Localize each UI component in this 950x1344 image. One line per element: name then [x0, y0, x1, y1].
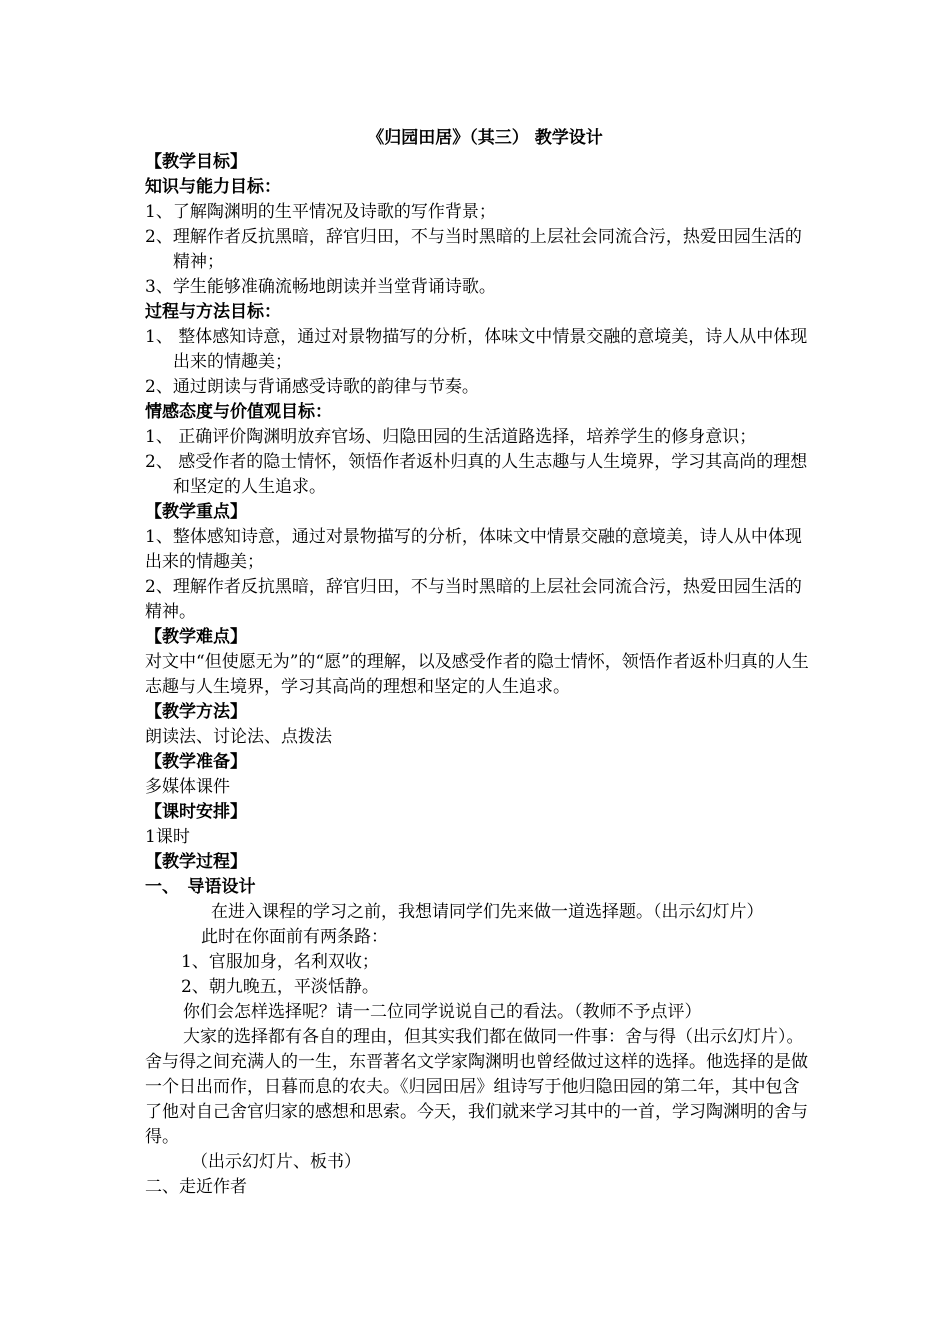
step-1-paragraph-1: 在进入课程的学习之前，我想请同学们先来做一道选择题。（出示幻灯片）: [211, 902, 764, 922]
section-heading-teaching-process: 【教学过程】: [145, 852, 247, 872]
process-item-2: 2、通过朗读与背诵感受诗歌的韵律与节奏。: [145, 377, 479, 397]
subheading-knowledge: 知识与能力目标：: [145, 177, 281, 197]
knowledge-item-3: 3、学生能够准确流畅地朗读并当堂背诵诗歌。: [145, 277, 496, 297]
preparation-text: 多媒体课件: [145, 777, 230, 797]
section-heading-key-points: 【教学重点】: [145, 502, 247, 522]
process-item-1: 1、 整体感知诗意，通过对景物描写的分析，体味文中情景交融的意境美，诗人从中体现出来的情趣美；: [145, 327, 808, 372]
knowledge-item-1: 1、了解陶渊明的生平情况及诗歌的写作背景；: [145, 202, 496, 222]
emotion-item-2: 2、 感受作者的隐士情怀，领悟作者返朴归真的人生志趣与人生境界，学习其高尚的理想和坚定的人生追求。: [145, 452, 808, 497]
difficulties-text: 对文中“但使愿无为”的“愿”的理解，以及感受作者的隐士情怀，领悟作者返朴归真的人生志趣与人生境界，学习其高尚的理想和坚定的人生追求。: [145, 652, 809, 697]
document-body: [145, 150, 810, 1200]
knowledge-item-2: 2、理解作者反抗黑暗，辞官归田，不与当时黑暗的上层社会同流合污，热爱田园生活的精神；: [145, 227, 802, 272]
section-heading-schedule: 【课时安排】: [145, 802, 247, 822]
key-point-2: 2、理解作者反抗黑暗，辞官归田，不与当时黑暗的上层社会同流合污，热爱田园生活的精神。: [145, 577, 802, 622]
step-1-option-1: 1、官服加身，名利双收；: [181, 952, 379, 972]
subheading-emotion: 情感态度与价值观目标：: [145, 402, 332, 422]
methods-text: 朗读法、讨论法、点拨法: [145, 727, 332, 747]
document-title: 《归园田居》（其三） 教学设计: [367, 128, 603, 148]
section-heading-methods: 【教学方法】: [145, 702, 247, 722]
step-1-paragraph-2: 此时在你面前有两条路：: [201, 927, 388, 947]
emotion-item-1: 1、 正确评价陶渊明放弃官场、归隐田园的生活道路选择，培养学生的修身意识；: [145, 427, 757, 447]
section-heading-difficulties: 【教学难点】: [145, 627, 247, 647]
step-2-heading: 二、走近作者: [145, 1177, 247, 1197]
section-heading-preparation: 【教学准备】: [145, 752, 247, 772]
step-1-note: （出示幻灯片、板书）: [191, 1152, 361, 1172]
step-1-heading: 一、 导语设计: [145, 877, 256, 897]
key-point-1: 1、整体感知诗意，通过对景物描写的分析，体味文中情景交融的意境美，诗人从中体现出来的情趣美；: [145, 527, 802, 572]
schedule-text: 1课时: [145, 827, 190, 847]
subheading-process: 过程与方法目标：: [145, 302, 281, 322]
step-1-option-2: 2、朝九晚五，平淡恬静。: [181, 977, 379, 997]
step-1-paragraph-3: 你们会怎样选择呢？请一二位同学说说自己的看法。（教师不予点评）: [183, 1002, 702, 1022]
section-heading-objectives: 【教学目标】: [145, 152, 247, 172]
step-1-paragraph-4: 大家的选择都有各自的理由，但其实我们都在做同一件事：舍与得（出示幻灯片）。舍与得之间充满人的一生，东晋著名文学家陶渊明也曾经做过这样的选择。他选择的是做一个日出而作，日暮而息的农夫。《归园田居》组诗写于他归隐田园的第二年，其中包含了他对自己舍官归家的感想和思索。今天，我们就来学习其中的一首，学习陶渊明的舍与得。: [145, 1027, 808, 1147]
